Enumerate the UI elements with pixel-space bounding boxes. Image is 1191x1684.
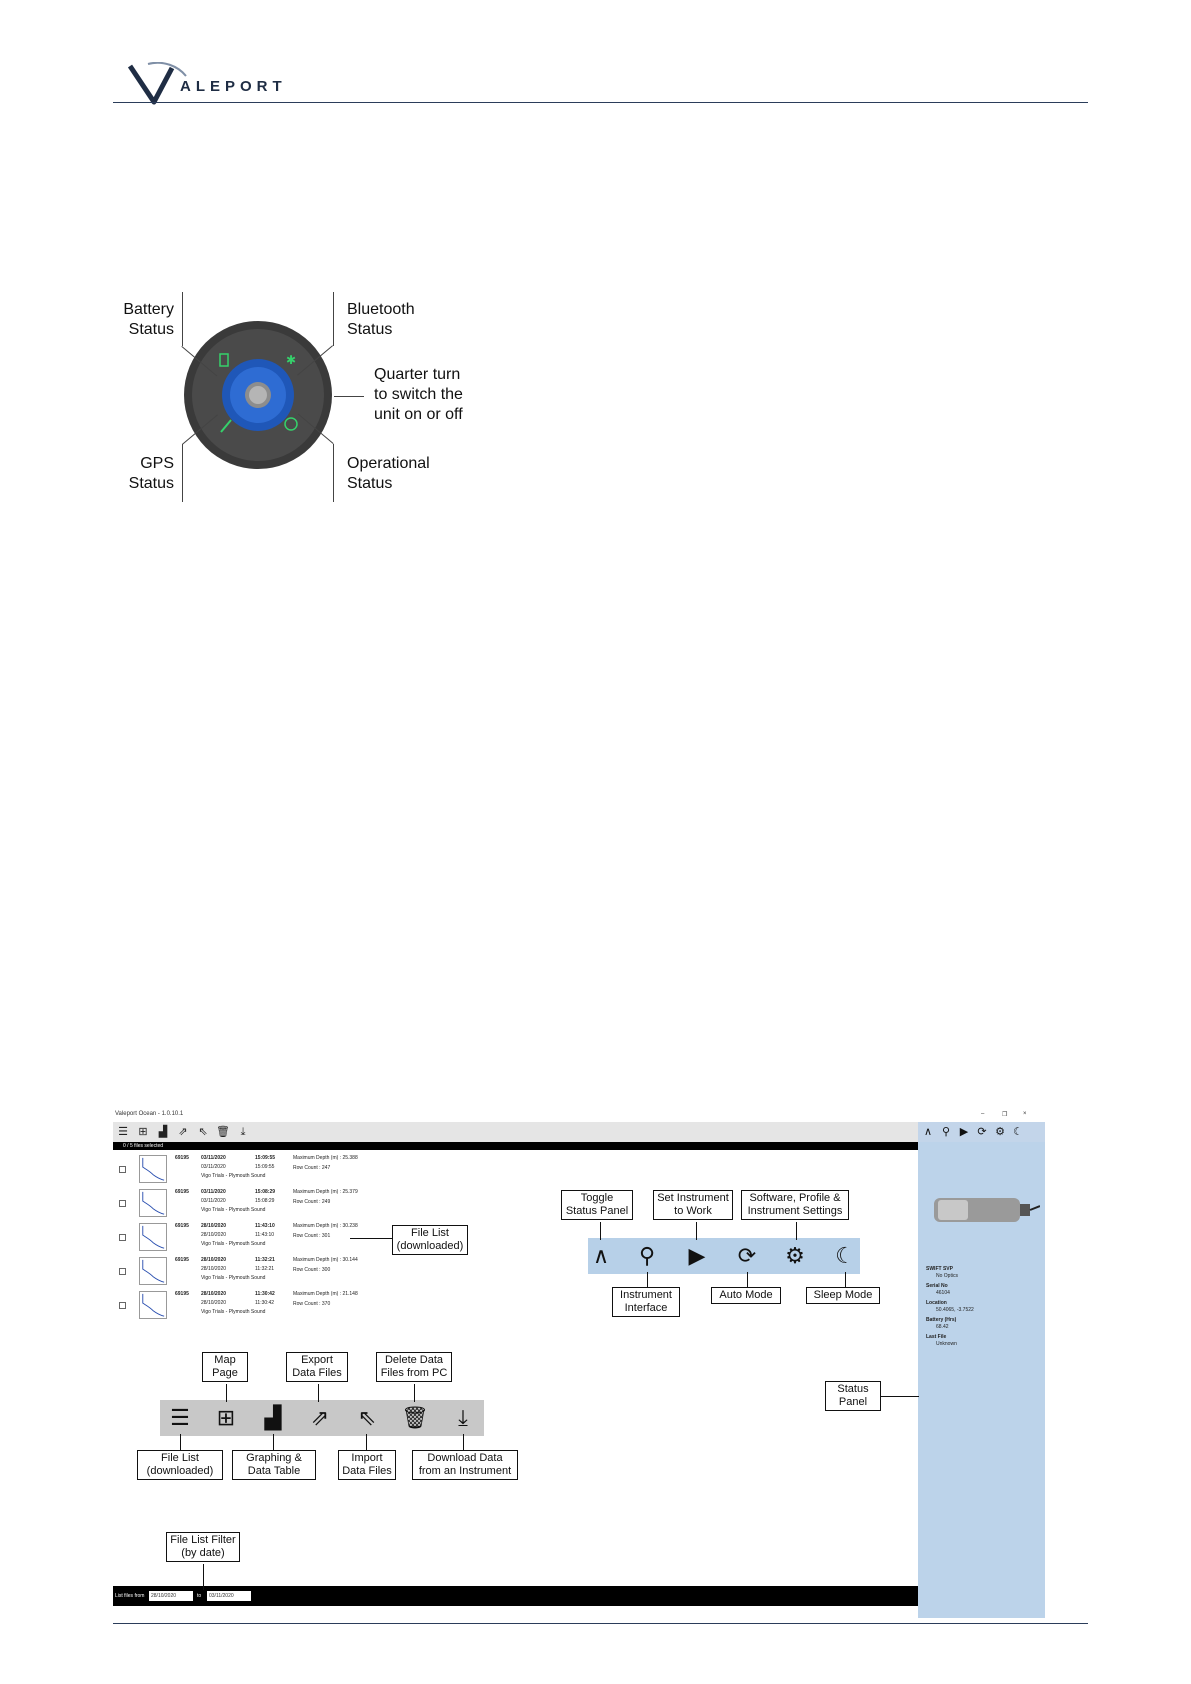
serial-value: 46104 [936, 1290, 950, 1296]
file-time-2: 11:43:10 [255, 1232, 275, 1238]
callout-software-settings: Software, Profile & Instrument Settings [741, 1190, 849, 1220]
map-big-icon: ⊞ [216, 1405, 236, 1430]
valeport-logo [128, 62, 298, 106]
gear-big-icon: ⚙ [785, 1243, 805, 1268]
filter-label: List files from [115, 1593, 145, 1599]
logo-text: ALEPORT [180, 78, 287, 95]
callout-set-instrument: Set Instrument to Work [653, 1190, 733, 1220]
filter-to-date[interactable]: 03/11/2020 [207, 1591, 251, 1601]
file-filter-bar [113, 1586, 918, 1606]
download-big-icon: ⤓ [458, 1405, 468, 1430]
status-panel-toolbar [918, 1122, 1045, 1142]
callout-status-panel: Status Panel [825, 1381, 881, 1411]
svg-text:✱: ✱ [286, 353, 297, 367]
file-row[interactable] [113, 1153, 918, 1187]
filter-from-date[interactable]: 28/10/2020 [149, 1591, 193, 1601]
model-name: SWIFT SVP [926, 1266, 953, 1272]
battery-value: 68.42 [936, 1324, 949, 1330]
close-button[interactable]: × [1023, 1111, 1027, 1117]
callout-file-list-bottom: File List (downloaded) [137, 1450, 223, 1480]
callout-file-list: File List (downloaded) [392, 1225, 468, 1255]
file-list-icon[interactable]: ☰ [118, 1126, 128, 1138]
file-row-count: Row Count : 247 [293, 1165, 331, 1171]
file-time: 11:30:42 [255, 1291, 275, 1297]
file-list-big-icon: ☰ [170, 1405, 190, 1430]
gps-status-label: GPS Status [128, 455, 174, 492]
optics-value: No Optics [936, 1273, 958, 1279]
file-id: 69195 [175, 1257, 189, 1263]
title-bar [113, 1108, 1045, 1122]
quarter-turn-label: Quarter turn to switch the unit on or off [374, 366, 463, 423]
plug-icon: ⚲ [638, 1243, 656, 1268]
file-time-2: 11:30:42 [255, 1300, 275, 1306]
file-date: 28/10/2020 [201, 1291, 227, 1297]
profile-thumbnail [139, 1155, 167, 1183]
profile-thumbnail [139, 1223, 167, 1251]
file-time-2: 11:32:21 [255, 1266, 275, 1272]
status-panel [918, 1122, 1045, 1618]
callout-auto-mode: Auto Mode [711, 1287, 781, 1304]
file-row[interactable] [113, 1289, 918, 1323]
auto-mode-icon[interactable]: ⟳ [977, 1126, 987, 1138]
footer-rule [113, 1623, 1088, 1624]
map-icon[interactable]: ⊞ [138, 1126, 148, 1138]
sleep-moon-icon[interactable]: ☾ [1013, 1126, 1023, 1138]
file-id: 69195 [175, 1291, 189, 1297]
callout-graphing: Graphing & Data Table [232, 1450, 316, 1480]
location-value: 50.4065, -3.7522 [936, 1307, 974, 1313]
file-date: 03/11/2020 [201, 1155, 226, 1161]
file-id: 69195 [175, 1223, 189, 1229]
file-max-depth: Maximum Depth (m) : 30.238 [293, 1223, 358, 1229]
file-date-2: 03/11/2020 [201, 1164, 226, 1170]
callout-instrument-interface: Instrument Interface [612, 1287, 680, 1317]
file-id: 69195 [175, 1189, 189, 1195]
file-id: 69195 [175, 1155, 189, 1161]
callout-file-filter: File List Filter (by date) [166, 1532, 240, 1562]
app-title: Valeport Ocean - 1.0.10.1 [115, 1111, 184, 1117]
moon-big-icon: ☾ [835, 1243, 855, 1268]
file-row-count: Row Count : 300 [293, 1267, 331, 1273]
import-big-icon: ⇖ [357, 1405, 377, 1430]
app-screenshot [113, 1108, 1045, 1618]
main-toolbar [113, 1122, 918, 1142]
export-big-icon: ⇗ [310, 1405, 330, 1430]
file-time-2: 15:09:55 [255, 1164, 275, 1170]
trash-big-icon: 🗑 [401, 1405, 429, 1430]
file-max-depth: Maximum Depth (m) : 25.379 [293, 1189, 358, 1195]
file-time: 15:08:29 [255, 1189, 276, 1195]
callout-import: Import Data Files [338, 1450, 396, 1480]
selection-count: 0 / 5 files selected [113, 1142, 918, 1150]
callout-sleep-mode: Sleep Mode [806, 1287, 880, 1304]
maximize-button[interactable]: ❐ [1002, 1112, 1008, 1118]
file-time: 11:43:10 [255, 1223, 275, 1229]
file-checkbox[interactable] [119, 1234, 126, 1241]
settings-gear-icon[interactable]: ⚙ [995, 1126, 1005, 1138]
callout-map-page: Map Page [202, 1352, 248, 1382]
play-big-icon: ▶ [688, 1243, 706, 1268]
callout-download: Download Data from an Instrument [412, 1450, 518, 1480]
callout-export: Export Data Files [286, 1352, 348, 1382]
graph-big-icon: ▟ [264, 1405, 282, 1430]
file-checkbox[interactable] [119, 1200, 126, 1207]
instrument-toolbar-zoom [588, 1238, 860, 1274]
file-time: 11:32:21 [255, 1257, 275, 1263]
file-date: 03/11/2020 [201, 1189, 226, 1195]
file-checkbox[interactable] [119, 1302, 126, 1309]
toggle-caret-icon: ∧ [592, 1243, 610, 1268]
auto-mode-big-icon: ⟳ [737, 1243, 757, 1268]
last-file-label: Last File [926, 1334, 947, 1340]
file-location: Vigo Trials - Plymouth Sound [201, 1173, 266, 1179]
last-file-value: Unknown [936, 1341, 957, 1347]
serial-label: Serial No [926, 1283, 948, 1289]
file-checkbox[interactable] [119, 1268, 126, 1275]
file-row-count: Row Count : 301 [293, 1233, 331, 1239]
profile-thumbnail [139, 1189, 167, 1217]
file-date-2: 28/10/2020 [201, 1300, 227, 1306]
import-icon[interactable]: ⇖ [198, 1126, 208, 1138]
bluetooth-status-label: Bluetooth Status [347, 301, 415, 338]
file-date-2: 28/10/2020 [201, 1266, 227, 1272]
file-max-depth: Maximum Depth (m) : 30.144 [293, 1257, 358, 1263]
file-row-count: Row Count : 249 [293, 1199, 331, 1205]
battery-status-label: Battery Status [123, 301, 174, 338]
file-date: 28/10/2020 [201, 1223, 227, 1229]
file-checkbox[interactable] [119, 1166, 126, 1173]
profile-thumbnail [139, 1291, 167, 1319]
instrument-interface-icon[interactable]: ⚲ [941, 1126, 951, 1138]
toggle-panel-icon[interactable]: ∧ [923, 1126, 933, 1138]
knob-image [183, 320, 333, 470]
file-max-depth: Maximum Depth (m) : 21.148 [293, 1291, 358, 1297]
profile-thumbnail [139, 1257, 167, 1285]
file-location: Vigo Trials - Plymouth Sound [201, 1275, 266, 1281]
callout-toggle-status: Toggle Status Panel [561, 1190, 633, 1220]
file-location: Vigo Trials - Plymouth Sound [201, 1241, 266, 1247]
file-location: Vigo Trials - Plymouth Sound [201, 1207, 266, 1213]
file-date: 28/10/2020 [201, 1257, 227, 1263]
minimize-button[interactable]: – [981, 1111, 985, 1117]
play-icon[interactable]: ▶ [959, 1126, 969, 1138]
filter-to-label: to [197, 1593, 202, 1599]
header-rule [113, 102, 1088, 103]
graph-icon[interactable]: ▟ [158, 1126, 168, 1138]
callout-delete: Delete Data Files from PC [376, 1352, 452, 1382]
export-icon[interactable]: ⇗ [178, 1126, 188, 1138]
battery-label: Battery (Hrs) [926, 1317, 957, 1323]
logo-v-mark [128, 62, 188, 106]
file-max-depth: Maximum Depth (m) : 25.388 [293, 1155, 358, 1161]
file-date-2: 28/10/2020 [201, 1232, 227, 1238]
file-date-2: 03/11/2020 [201, 1198, 226, 1204]
file-time: 15:09:55 [255, 1155, 276, 1161]
file-time-2: 15:08:29 [255, 1198, 275, 1204]
instrument-photo [924, 1186, 1040, 1236]
operational-status-label: Operational Status [347, 455, 430, 492]
delete-icon[interactable]: 🗑 [216, 1126, 230, 1138]
file-row-count: Row Count : 370 [293, 1301, 331, 1307]
download-icon[interactable]: ⤓ [240, 1126, 246, 1138]
location-label: Location [926, 1300, 947, 1306]
file-location: Vigo Trials - Plymouth Sound [201, 1309, 266, 1315]
